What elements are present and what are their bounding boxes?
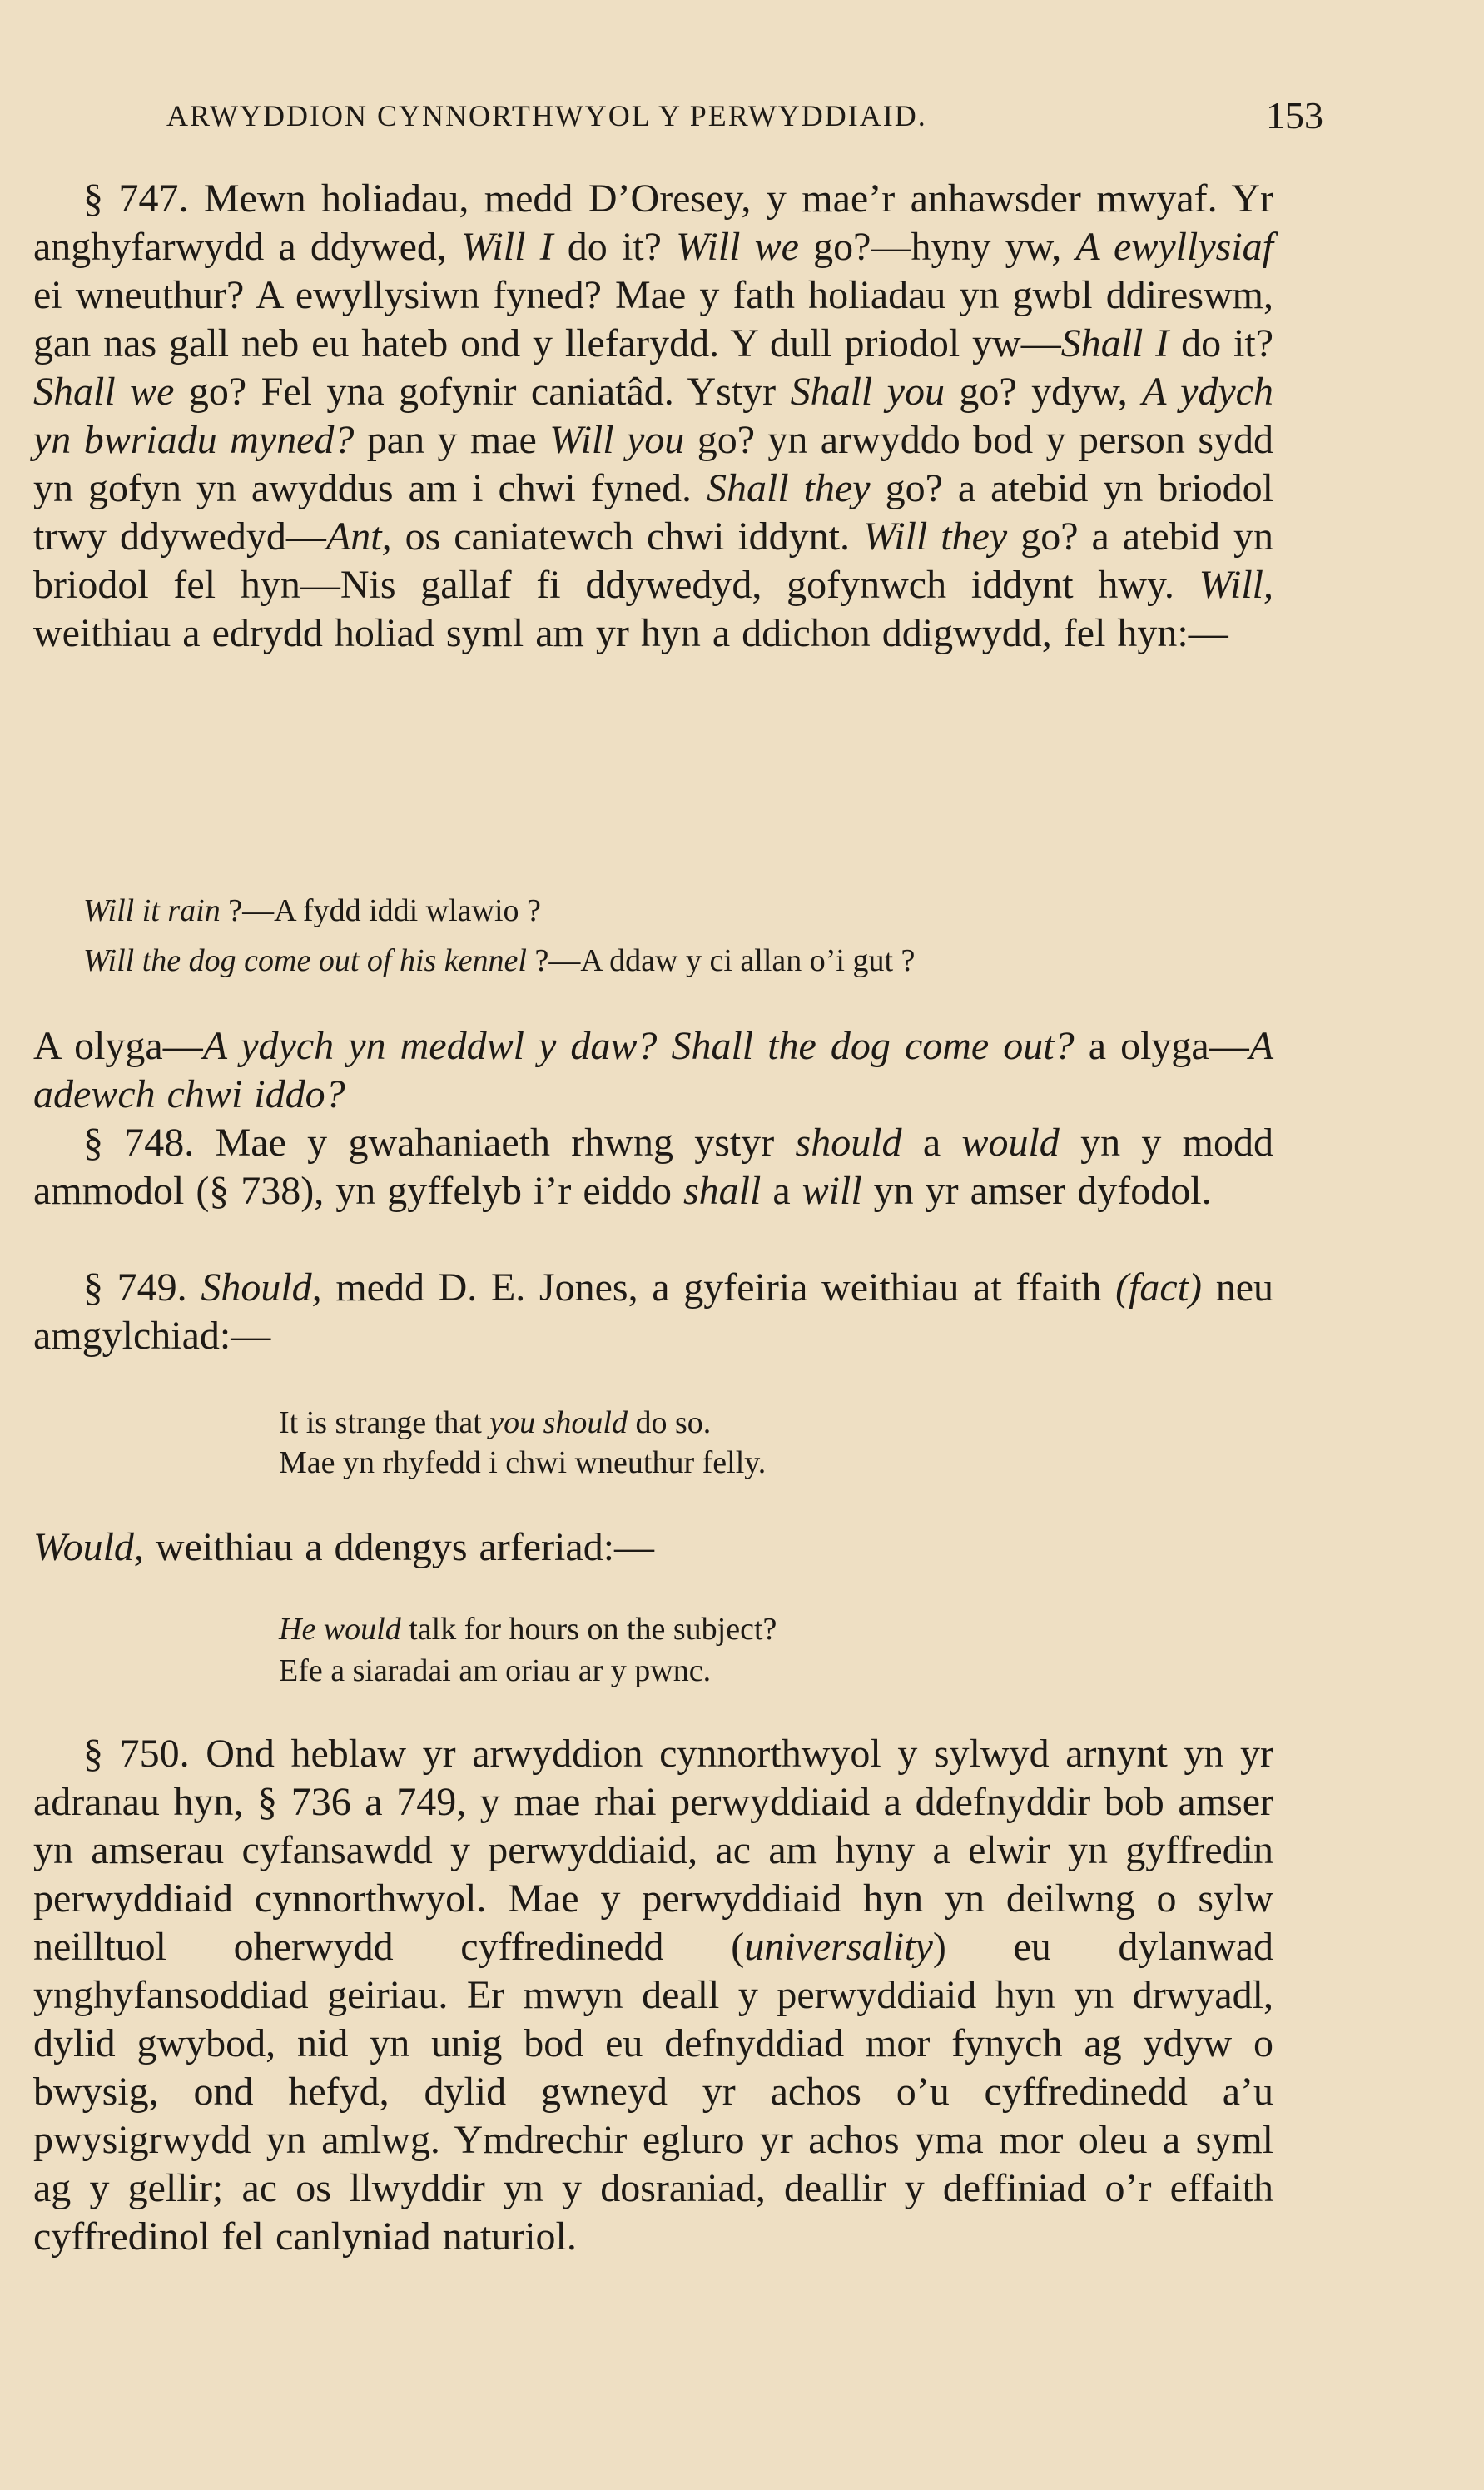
text-run: weithiau a ddengys arferiad:— [143, 1525, 655, 1569]
italic-run: Will I [461, 225, 553, 269]
text-run: ?—A fydd iddi wlawio ? [220, 893, 541, 928]
text-run: talk for hours on the subject? [400, 1612, 777, 1647]
italic-run: will [802, 1169, 862, 1213]
text-run: yn y modd ammodol (§ 738), yn gyffelyb i’r eiddo [33, 1121, 1273, 1213]
italic-run: Shall we [33, 370, 175, 414]
text-run: do it? [553, 225, 677, 269]
running-title: ARWYDDION CYNNORTHWYOL Y PERWYDDIAID. [166, 99, 927, 132]
text-run: § 749. [83, 1265, 201, 1310]
paragraph-747 [33, 175, 1273, 658]
italic-run: A ydych yn meddwl y daw? [202, 1024, 658, 1068]
italic-run: (fact) [1115, 1265, 1203, 1310]
example-line [83, 891, 541, 931]
text-run: § 748. Mae y gwahaniaeth rhwng ystyr [83, 1121, 796, 1165]
text-run: a [901, 1121, 962, 1165]
text-run: weithiau a edrydd holiad syml am yr hyn a ddichon ddigwydd, fel hyn:— [33, 611, 1228, 655]
text-run: § 750. Ond heblaw yr arwyddion cynnorthwyol y sylwyd arnynt yn yr adranau hyn, § 736 a 749, y mae rhai perwyddiaid a ddefnyddir bob amser yn amserau cyfansawdd y perwyddiaid, ac am hyny a elwir yn gyffredin perwyddiaid cynnorthwyol. Mae y perwyddiaid hyn yn deilwng o sylw neilltuol oherwydd cyffredinedd ( [33, 1732, 1273, 1969]
italic-run: Will it rain [83, 893, 221, 928]
italic-run: you should [489, 1405, 628, 1440]
text-run: yn yr amser dyfodol. [861, 1169, 1212, 1213]
example-line [83, 941, 915, 981]
text-run: ei wneuthur? A ewyllysiwn fyned? Mae y fath holiadau yn gwbl ddireswm, gan nas gall neb eu hateb ond y llefarydd. Y dull priodol yw— [33, 273, 1273, 365]
example-line [279, 1403, 711, 1443]
italic-run: A ewyllysiaf [1075, 225, 1274, 269]
italic-run: Shall you [790, 370, 945, 414]
text-run: a olyga— [1074, 1024, 1249, 1068]
italic-run: Ant, [325, 514, 392, 559]
text-run: pan y mae [354, 418, 550, 462]
italic-run: should [795, 1121, 902, 1165]
italic-run: Shall the dog come out? [671, 1024, 1075, 1068]
example-line [279, 1651, 711, 1691]
text-run: Mae yn rhyfedd i chwi wneuthur felly. [279, 1445, 767, 1480]
italic-run: Will you [549, 418, 685, 462]
italic-run: Would, [33, 1525, 144, 1569]
text-run: go? ydyw, [944, 370, 1143, 414]
text-run: § 747. Mewn holiadau, medd D’Oresey, y mae’r anhawsder mwyaf. Yr anghyfarwydd a ddywed, [33, 176, 1273, 269]
italic-run: Will, [1199, 563, 1273, 607]
italic-run: Will we [676, 225, 799, 269]
text-run: go? a atebid yn briodol trwy ddywedyd— [33, 466, 1274, 559]
paragraph-749 [33, 1264, 1273, 1360]
text-run: go? a atebid yn briodol fel hyn—Nis gallaf fi ddywedyd, gofynwch iddynt hwy. [33, 514, 1274, 607]
paragraph-748 [33, 1119, 1273, 1215]
page-number: 153 [1266, 94, 1323, 137]
text-run: A olyga— [33, 1024, 203, 1068]
example-line [279, 1609, 777, 1649]
text-run: It is strange that [279, 1405, 490, 1440]
text-run: os caniatewch chwi iddynt. [391, 514, 863, 559]
text-run: Efe a siaradai am oriau ar y pwnc. [279, 1653, 712, 1688]
italic-run: A adewch chwi iddo? [33, 1024, 1274, 1116]
text-run: neu amgylchiad:— [33, 1265, 1274, 1358]
running-header [166, 94, 1323, 148]
italic-run: Should, [201, 1265, 322, 1310]
italic-run: He would [279, 1612, 401, 1647]
italic-run: Will they [862, 514, 1008, 559]
example-line [279, 1443, 766, 1483]
italic-run: would [961, 1121, 1060, 1165]
text-run: ) eu dylanwad ynghyfansoddiad geiriau. Er mwyn deall y perwyddiaid hyn yn drwyadl, dylid gwybod, nid yn unig bod eu defnyddiad mor fynych ag ydyw o bwysig, ond hefyd, dylid gwneyd yr achos o’u cyffredinedd a’u pwysigrwydd yn amlwg. Ymdrechir egluro yr achos yma mor oleu a syml ag y gellir; ac os llwyddir yn y dosraniad, deallir y deffiniad o’r effaith cyffredinol fel canlyniad naturiol. [33, 1925, 1273, 2259]
text-run: go? yn arwyddo bod y person sydd yn gofyn yn awyddus am i chwi fyned. [33, 418, 1273, 510]
text-run: ?—A ddaw y ci allan o’i gut ? [526, 943, 916, 978]
paragraph-747-continued [33, 1022, 1273, 1119]
paragraph-750 [33, 1730, 1273, 2261]
italic-run: Shall they [707, 466, 871, 510]
text-run: a [761, 1169, 802, 1213]
text-run [657, 1024, 671, 1068]
paragraph-749-would [33, 1523, 1273, 1572]
text-run: go? Fel yna gofynir caniatâd. Ystyr [174, 370, 791, 414]
text-run: do so. [628, 1405, 712, 1440]
italic-run: Will the dog come out of his kennel [83, 943, 527, 978]
italic-run: Shall I [1060, 321, 1169, 365]
italic-run: A ydych yn bwriadu myned? [33, 370, 1273, 462]
text-run: do it? [1169, 321, 1274, 365]
italic-run: universality [744, 1925, 933, 1969]
text-run: go?—hyny yw, [799, 225, 1076, 269]
text-run: medd D. E. Jones, a gyfeiria weithiau at ffaith [321, 1265, 1116, 1310]
italic-run: shall [682, 1169, 762, 1213]
